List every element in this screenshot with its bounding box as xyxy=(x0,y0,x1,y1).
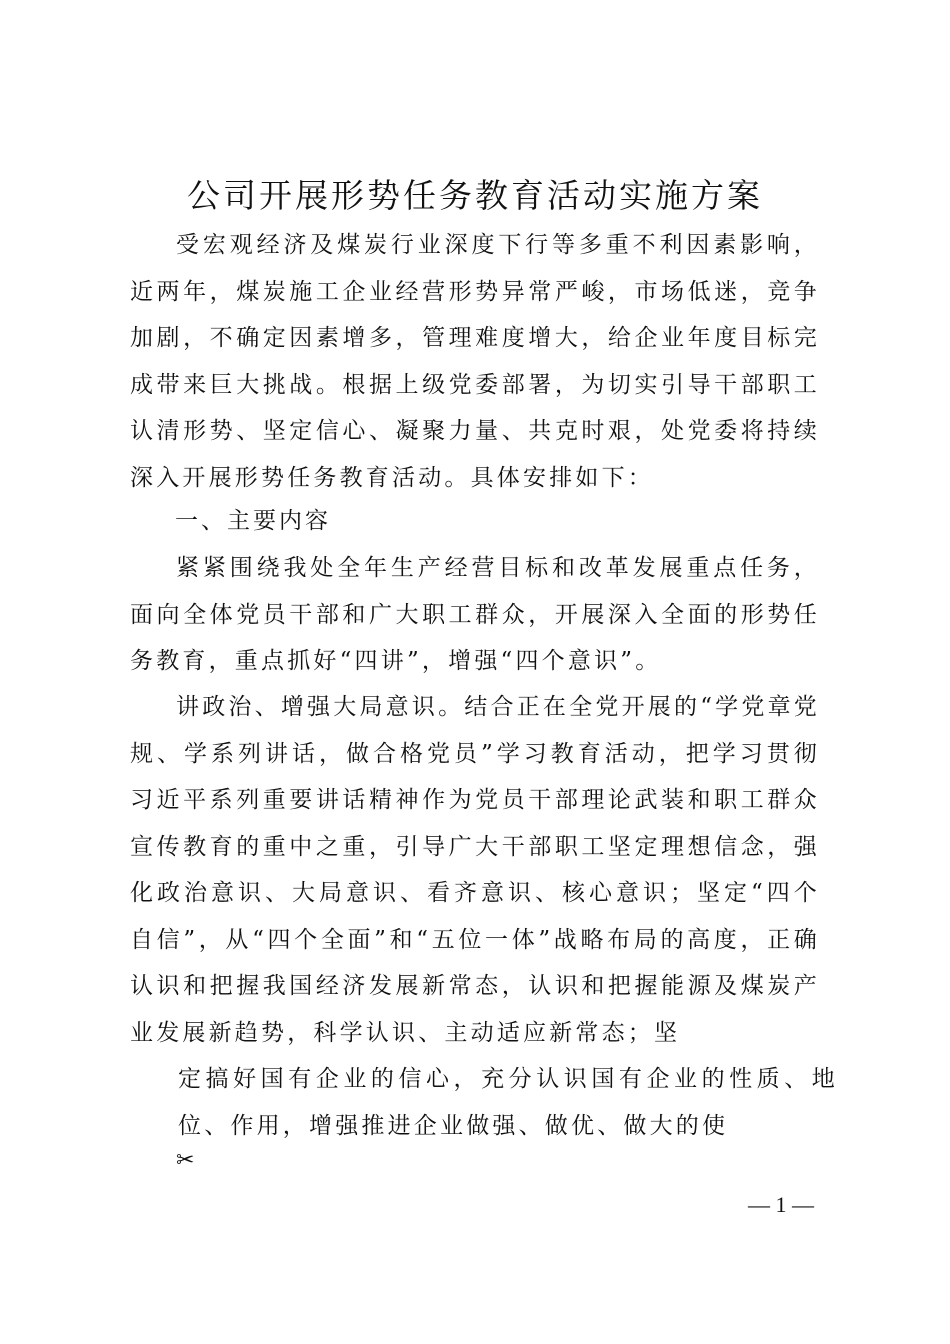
intro-paragraph: 受宏观经济及煤炭行业深度下行等多重不利因素影响，近两年，煤炭施工企业经营形势异常严峻，市场低迷，竞争加剧，不确定因素增多，管理难度增大，给企业年度目标完成带来巨大挑战。根据上级党委部署，为切实引导干部职工认清形势、坚定信心、凝聚力量、共克时艰，处党委将持续深入开展形势任务教育活动。具体安排如下： xyxy=(130,232,820,491)
paragraph-main-content: 紧紧围绕我处全年生产经营目标和改革发展重点任务，面向全体党员干部和广大职工群众，开展深入全面的形势任务教育，重点抓好“四讲”，增强“四个意识”。 xyxy=(130,555,820,674)
paragraph-confidence: 定搞好国有企业的信心，充分认识国有企业的性质、地位、作用，增强推进企业做强、做优、做大的使 xyxy=(178,1066,838,1139)
document-title: 公司开展形势任务教育活动实施方案 xyxy=(187,176,763,215)
paragraph-politics: 讲政治、增强大局意识。结合正在全党开展的“学党章党规、学系列讲话，做合格党员”学习教育活动，把学习贯彻习近平系列重要讲话精神作为党员干部理论武装和职工群众宣传教育的重中之重，引导广大干部职工坚定理想信念，强化政治意识、大局意识、看齐意识、核心意识；坚定“四个自信”，从“四个全面”和“五位一体”战略布局的高度，正确认识和把握我国经济发展新常态，认识和把握能源及煤炭产业发展新趋势，科学认识、主动适应新常态；坚 xyxy=(130,694,820,1046)
page-number: — 1 — xyxy=(748,1192,814,1217)
section-heading-main-content: 一、主要内容 xyxy=(175,508,331,534)
scissors-icon: ✂ xyxy=(176,1148,195,1173)
